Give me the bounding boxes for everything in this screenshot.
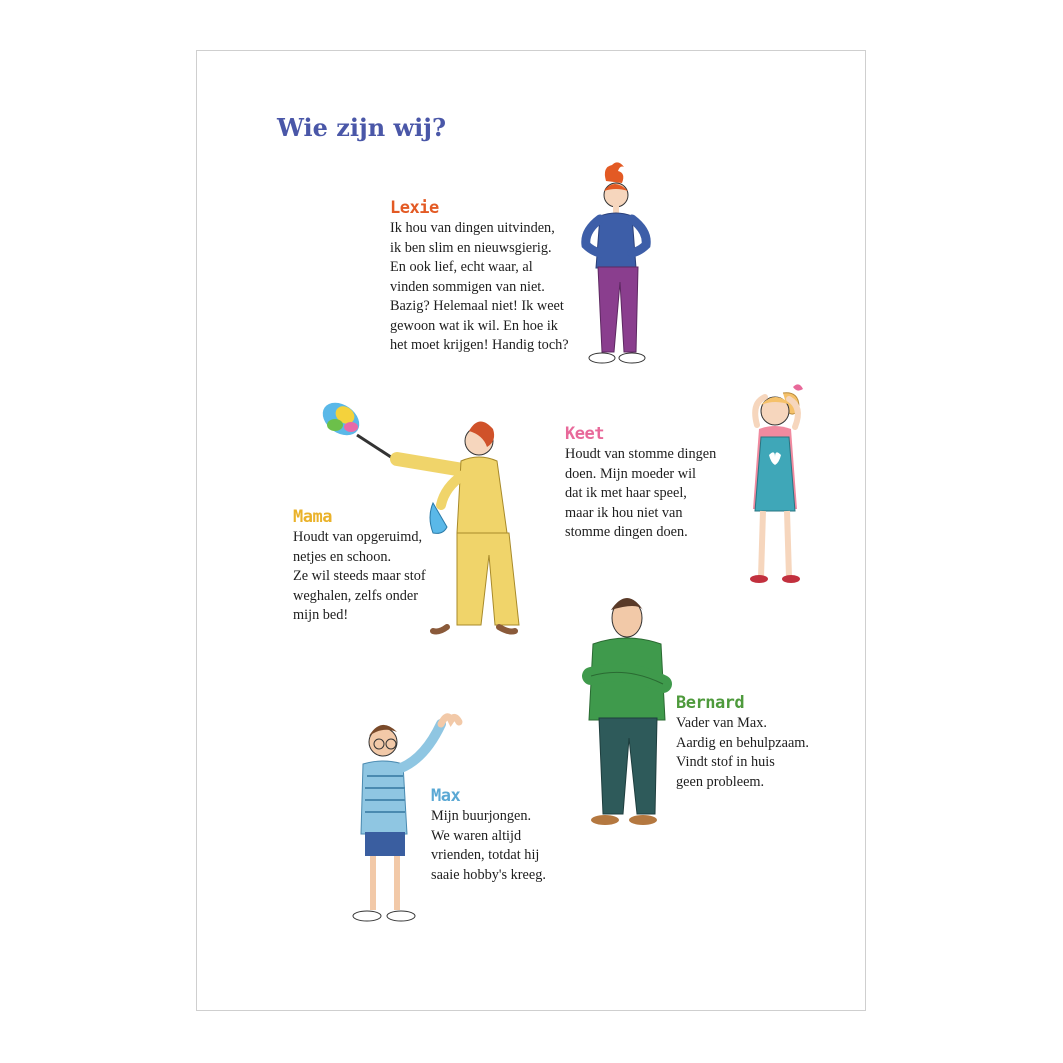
page-title: Wie zijn wij?	[277, 113, 447, 142]
book-page	[196, 50, 866, 1011]
girl-with-apron-illustration	[735, 381, 835, 586]
character-description: Houdt van stomme dingen doen. Mijn moeder wil dat ik met haar speel, maar ik hou niet van stomme dingen doen.	[565, 446, 717, 540]
character-name: Lexie	[390, 198, 439, 218]
boy-waving-illustration	[337, 706, 472, 941]
character-name: Keet	[565, 424, 604, 444]
character-keet	[565, 423, 716, 543]
character-description: Houdt van opgeruimd, netjes en schoon. Ze wil steeds maar stof weghalen, zelfs onder mijn bed!	[293, 529, 426, 623]
character-name: Max	[431, 786, 461, 806]
character-bernard	[676, 692, 809, 792]
mother-with-feather-duster-illustration	[317, 391, 527, 646]
character-name: Bernard	[676, 693, 745, 713]
character-name: Mama	[293, 507, 332, 527]
character-description: Vader van Max. Aardig en behulpzaam. Vindt stof in huis geen probleem.	[676, 715, 809, 790]
girl-hands-on-hips-illustration	[572, 161, 672, 376]
character-description: Mijn buurjongen. We waren altijd vrienden, totdat hij saaie hobby's kreeg.	[431, 808, 546, 883]
character-description: Ik hou van dingen uitvinden, ik ben slim en nieuwsgierig. En ook lief, echt waar, al vinden sommigen van niet. Bazig? Helemaal niet! Ik weet gewoon wat ik wil. En hoe ik het moet krijgen! Handig toch?	[390, 220, 569, 353]
character-lexie	[390, 197, 569, 356]
father-arms-crossed-illustration	[577, 586, 687, 846]
